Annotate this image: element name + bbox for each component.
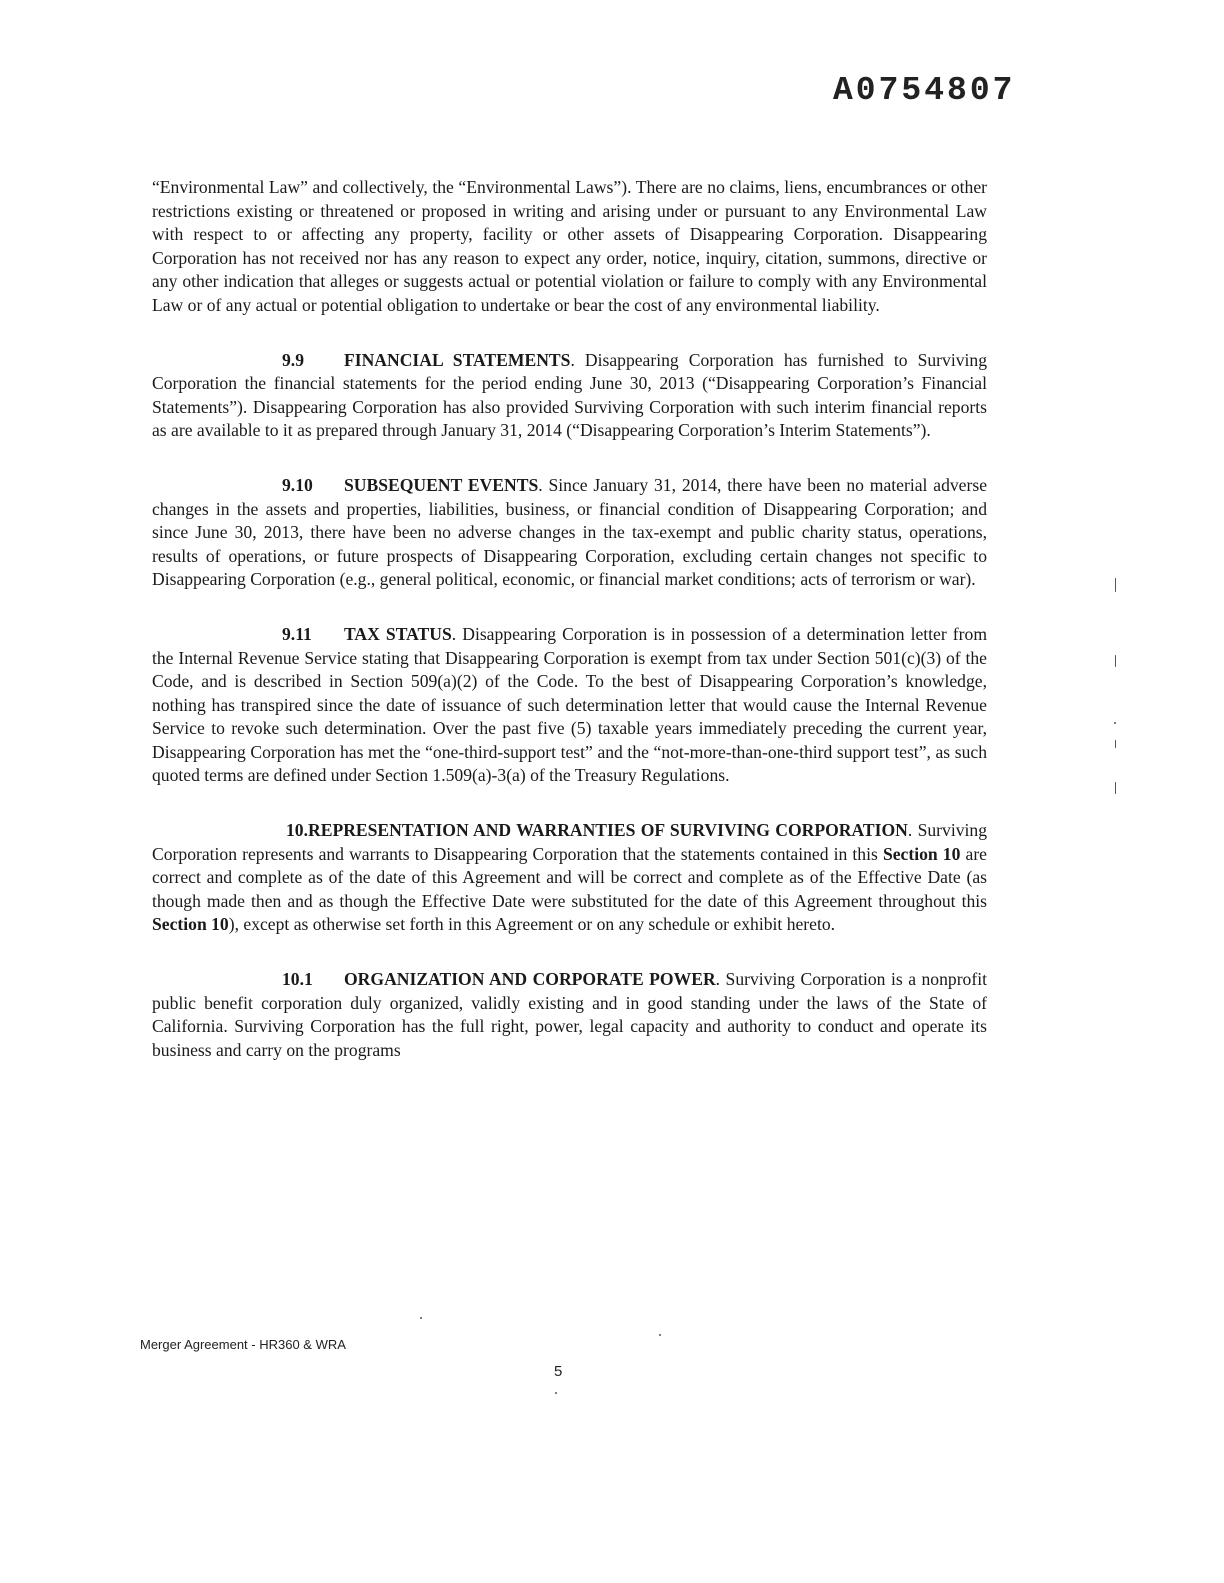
page-number: 5 xyxy=(554,1363,563,1380)
section-text: . Surviving Corporation is a nonprofit public benefit corporation duly organized, validly existing and in good standing under the laws of the State of California. Surviving Corporation has the full right, power, legal capacity and authority to conduct and operate its business and carry on the programs xyxy=(152,969,987,1060)
section-text: . Surviving Corporation represents and warrants to Disappearing Corporation that the statements contained in this xyxy=(152,820,987,864)
scan-speck xyxy=(1115,655,1116,667)
section-text: . Disappearing Corporation has furnished to Surviving Corporation the financial statements for the period ending June 30, 2013 (“Disappearing Corporation’s Financial Statements”). Disappearing Corporation has also provided Surviving Corporation with such interim financial reports as are available to it as prepared through January 31, 2014 (“Disappearing Corporation’s Interim Statements”). xyxy=(152,349,988,441)
section-number: 9.9 xyxy=(282,349,304,370)
scan-speck xyxy=(420,1317,422,1319)
section-heading: TAX STATUS xyxy=(344,623,452,644)
section-text: ), except as otherwise set forth in this Agreement or on any schedule or exhibit hereto. xyxy=(228,914,836,935)
paragraph-text: “Environmental Law” and collectively, the “Environmental Laws”). There are no claims, liens, encumbrances or other restrictions existing or threatened or proposed in writing and arising under or pursuant to any Environmental Law with respect to or affecting any property, facility or other assets of Disappearing Corporation. Disappearing Corporation has not received nor has any reason to expect any order, notice, inquiry, citation, summons, directive or any other indication that alleges or suggests actual or potential violation or failure to comply with any Environmental Law or of any actual or potential obligation to undertake or bear the cost of any environmental liability. xyxy=(152,177,987,315)
scan-speck xyxy=(1115,782,1116,794)
scan-speck xyxy=(1114,722,1116,724)
section-9-9 xyxy=(152,349,987,443)
section-heading: REPRESENTATION AND WARRANTIES OF SURVIVING CORPORATION xyxy=(308,820,908,841)
document-body xyxy=(152,176,987,1062)
paragraph-environmental xyxy=(152,176,987,318)
section-number: 10. xyxy=(286,820,308,841)
section-reference: Section 10 xyxy=(882,843,961,864)
section-number: 9.10 xyxy=(282,474,313,495)
scan-speck xyxy=(659,1334,661,1336)
scan-speck xyxy=(1115,740,1116,748)
section-text: . Since January 31, 2014, there have been no material adverse changes in the assets and properties, liabilities, business, or financial condition of Disappearing Corporation; and since June 30, 2013, there have been no adverse changes in the tax-exempt and public charity status, operations, results of operations, or future prospects of Disappearing Corporation, excluding certain changes not specific to Disappearing Corporation (e.g., general political, economic, or financial market conditions; acts of terrorism or war). xyxy=(152,474,987,590)
section-heading: FINANCIAL STATEMENTS xyxy=(344,349,571,370)
section-number: 10.1 xyxy=(282,969,313,990)
scan-speck xyxy=(1115,578,1116,592)
section-9-10 xyxy=(152,474,987,592)
section-reference: Section 10 xyxy=(152,914,229,935)
section-9-11 xyxy=(152,623,987,788)
section-10 xyxy=(152,819,987,937)
section-text: . Disappearing Corporation is in possession of a determination letter from the Internal Revenue Service stating that Disappearing Corporation is exempt from tax under Section 501(c)(3) of the Code, and is described in Section 509(a)(2) of the Code. To the best of Disappearing Corporation’s knowledge, nothing has transpired since the date of issuance of such determination letter that would cause the Internal Revenue Service to revoke such determination. Over the past five (5) taxable years immediately preceding the current year, Disappearing Corporation has met the “one-third-support test” and the “not-more-than-one-third support test”, as such quoted terms are defined under Section 1.509(a)-3(a) of the Treasury Regulations. xyxy=(152,623,987,786)
scan-speck xyxy=(555,1392,557,1394)
footer-label: Merger Agreement - HR360 & WRA xyxy=(140,1337,346,1352)
section-heading: SUBSEQUENT EVENTS xyxy=(344,474,539,495)
section-heading: ORGANIZATION AND CORPORATE POWER xyxy=(344,969,716,990)
section-number: 9.11 xyxy=(282,623,312,644)
section-text: are correct and complete as of the date of this Agreement and will be correct and complete as of the Effective Date (as though made then and as though the Effective Date were substituted for the date of this Agreement throughout this xyxy=(152,843,987,911)
section-10-1 xyxy=(152,968,987,1062)
document-stamp-number: A0754807 xyxy=(833,72,1016,109)
